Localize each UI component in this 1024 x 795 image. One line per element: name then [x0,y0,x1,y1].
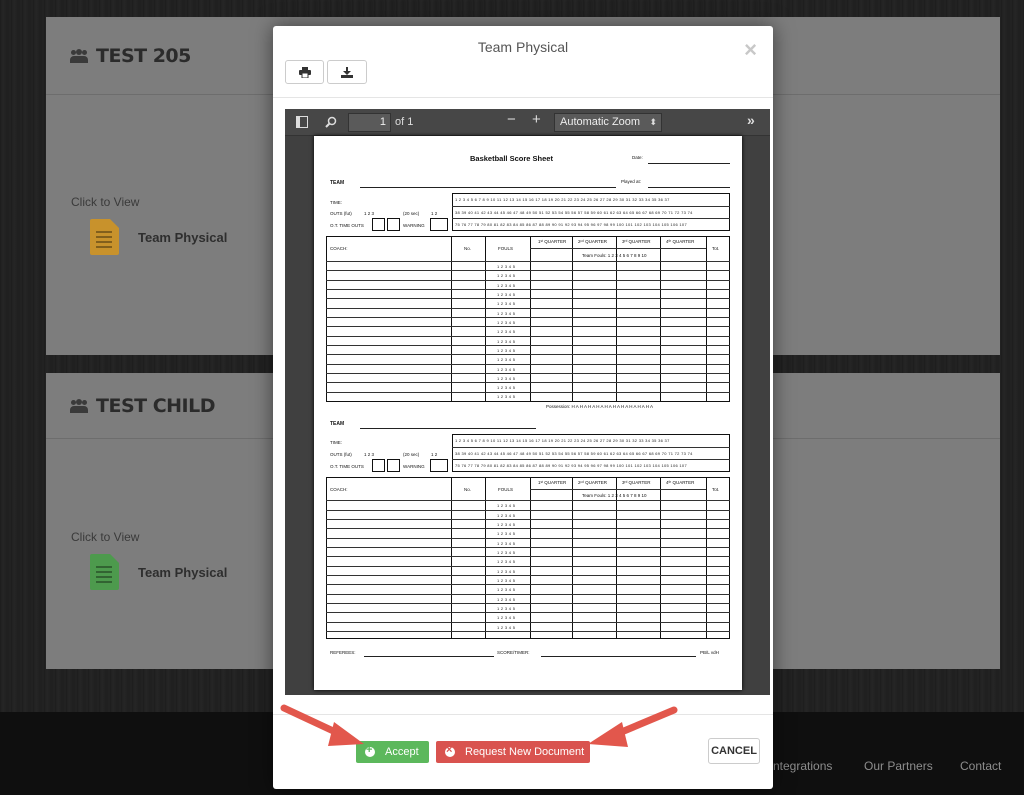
scorer-label: SCORE/TIMER: [497,650,530,655]
possession-row: Possession: H A H A H A H A H A H A H A H A H A H A [546,404,654,409]
request-new-document-button[interactable] [436,741,590,763]
modal-title: Team Physical [477,39,569,55]
document-link[interactable]: Team Physical [138,230,228,245]
group-icon [70,49,88,63]
warning-label: WARNING [403,223,425,228]
card-title: TEST 205 [96,44,191,67]
print-icon [299,67,311,78]
zoom-in-icon[interactable]: + [532,111,541,128]
team-a-label: TEAM [330,180,345,186]
time-label: TIME: [330,200,342,205]
card-title: TEST CHILD [96,394,215,417]
download-icon [341,67,353,78]
header-divider [273,97,773,98]
x-circle-icon [445,747,455,757]
team-b-label: TEAM [330,421,345,427]
zoom-out-icon[interactable]: − [507,111,516,128]
page-number-input[interactable]: 1 [348,113,391,132]
date-label: Date: [632,155,643,160]
document-modal [273,26,773,789]
download-button[interactable] [327,60,367,84]
outs-numbers: 1 2 3 [364,211,375,216]
sec-label: (20 sec) [403,211,420,216]
roster-table-b [326,477,730,639]
footer-link-integrations[interactable]: ntegrations [773,759,833,773]
click-to-view-label: Click to View [71,530,140,544]
accept-label: Accept [385,746,419,758]
document-icon[interactable] [90,219,119,255]
sheet-title: Basketball Score Sheet [470,154,553,163]
pdf-toolbar [285,109,770,136]
footer-link-partners[interactable]: Our Partners [864,759,933,773]
annotation-arrow-left [276,700,372,750]
sheet-code: PB/L vdH [700,650,719,655]
click-to-view-label: Click to View [71,195,140,209]
page-count-label: of 1 [395,116,414,128]
annotation-arrow-right [582,702,682,750]
sec-numbers: 1 2 [431,211,438,216]
print-button[interactable] [285,60,324,84]
sidebar-toggle-icon[interactable] [296,116,308,128]
close-icon[interactable]: × [744,37,757,62]
document-icon[interactable] [90,554,119,590]
played-at-label: Played at: [621,179,642,184]
search-icon[interactable] [325,116,337,128]
pdf-page: Basketball Score Sheet Date: Played at: TEAM TIME: OUTS (fut) 1 2 3 (20 sec) 1 2 O.T. TIME OUTS WARNING 1 2 3 4 5 6 7 8 9 10 11 12 13 14 15 16 17 18 19 20 21 22 23 24 25 26 27 28 29 30 31 32 33 34 35 36 37 38 39 40 41 42 43 44 45 46 47 48 49 50 51 52 53 54 55 56 57 58 59 60 61 62 63 64 65 66 67 68 69 70 71 72 73 74 75 76 77 78 79 80 81 82 83 84 85 86 87 88 89 90 91 92 93 94 95 96 97 98 99 100 101 102 103 104 105 106 107 COACH: No. FOULS 1ˢᵗ QUARTER 2ⁿᵈ QUARTER 3ʳᵈ QUARTER 4ᵗʰ QUARTER Tot. Team Fouls: 1 2 3 4 5 6 7 8 9 10 1 2 3 4 5 1 2 3 4 5 1 2 3 4 5 1 2 3 4 5 1 2 3 4 5 1 2 3 4 5 1 2 3 4 5 1 2 3 4 5 1 2 3 4 5 1 2 3 4 5 1 2 3 4 5 1 2 3 4 5 1 2 3 4 5 1 2 3 4 5 1 2 3 4 5 Possession: H A H A H A H A H A H A H A H A H A H A TEAM TIME: OUTS (fut) 1 2 3 (20 sec) 1 2 O.T. TIME OUTS WARNING 1 2 3 4 5 6 7 8 9 10 11 12 13 14 15 16 17 18 19 20 21 22 23 24 25 26 27 28 29 30 31 32 33 34 35 36 37 38 39 40 41 42 43 44 45 46 47 48 49 50 51 52 53 54 55 56 57 58 59 60 61 62 63 64 65 66 67 68 69 70 71 72 73 74 75 76 77 78 79 80 81 82 83 84 85 86 87 88 89 90 91 92 93 94 95 96 97 98 99 100 101 102 103 104 105 106 107 COACH: No. FOULS 1ˢᵗ QUARTER 2ⁿᵈ QUARTER 3ʳᵈ QUARTER 4ᵗʰ QUARTER Tot. Team Fouls: 1 2 3 4 5 6 7 8 9 10 1 2 3 4 5 1 2 3 4 5 1 2 3 4 5 1 2 3 4 5 1 2 3 4 5 1 2 3 4 5 1 2 3 4 5 1 2 3 4 5 1 2 3 4 5 1 2 3 4 5 1 2 3 4 5 1 2 3 4 5 1 2 3 4 5 1 2 3 4 5 REFEREES: SCORE/TIMER: PB/L vdH [314,136,742,690]
referees-label: REFEREES: [330,650,356,655]
footer-link-contact[interactable]: Contact [960,759,1002,773]
cancel-button[interactable]: CANCEL [708,738,760,764]
document-link[interactable]: Team Physical [138,565,228,580]
request-new-label: Request New Document [465,746,585,758]
tools-menu-icon[interactable]: » [747,112,755,128]
pdf-viewer [285,109,770,695]
zoom-select[interactable]: Automatic Zoom ⬍ [554,113,662,132]
group-icon [70,399,88,413]
outs-label: OUTS (fut) [330,211,352,216]
ot-timeouts-label: O.T. TIME OUTS [330,223,364,228]
